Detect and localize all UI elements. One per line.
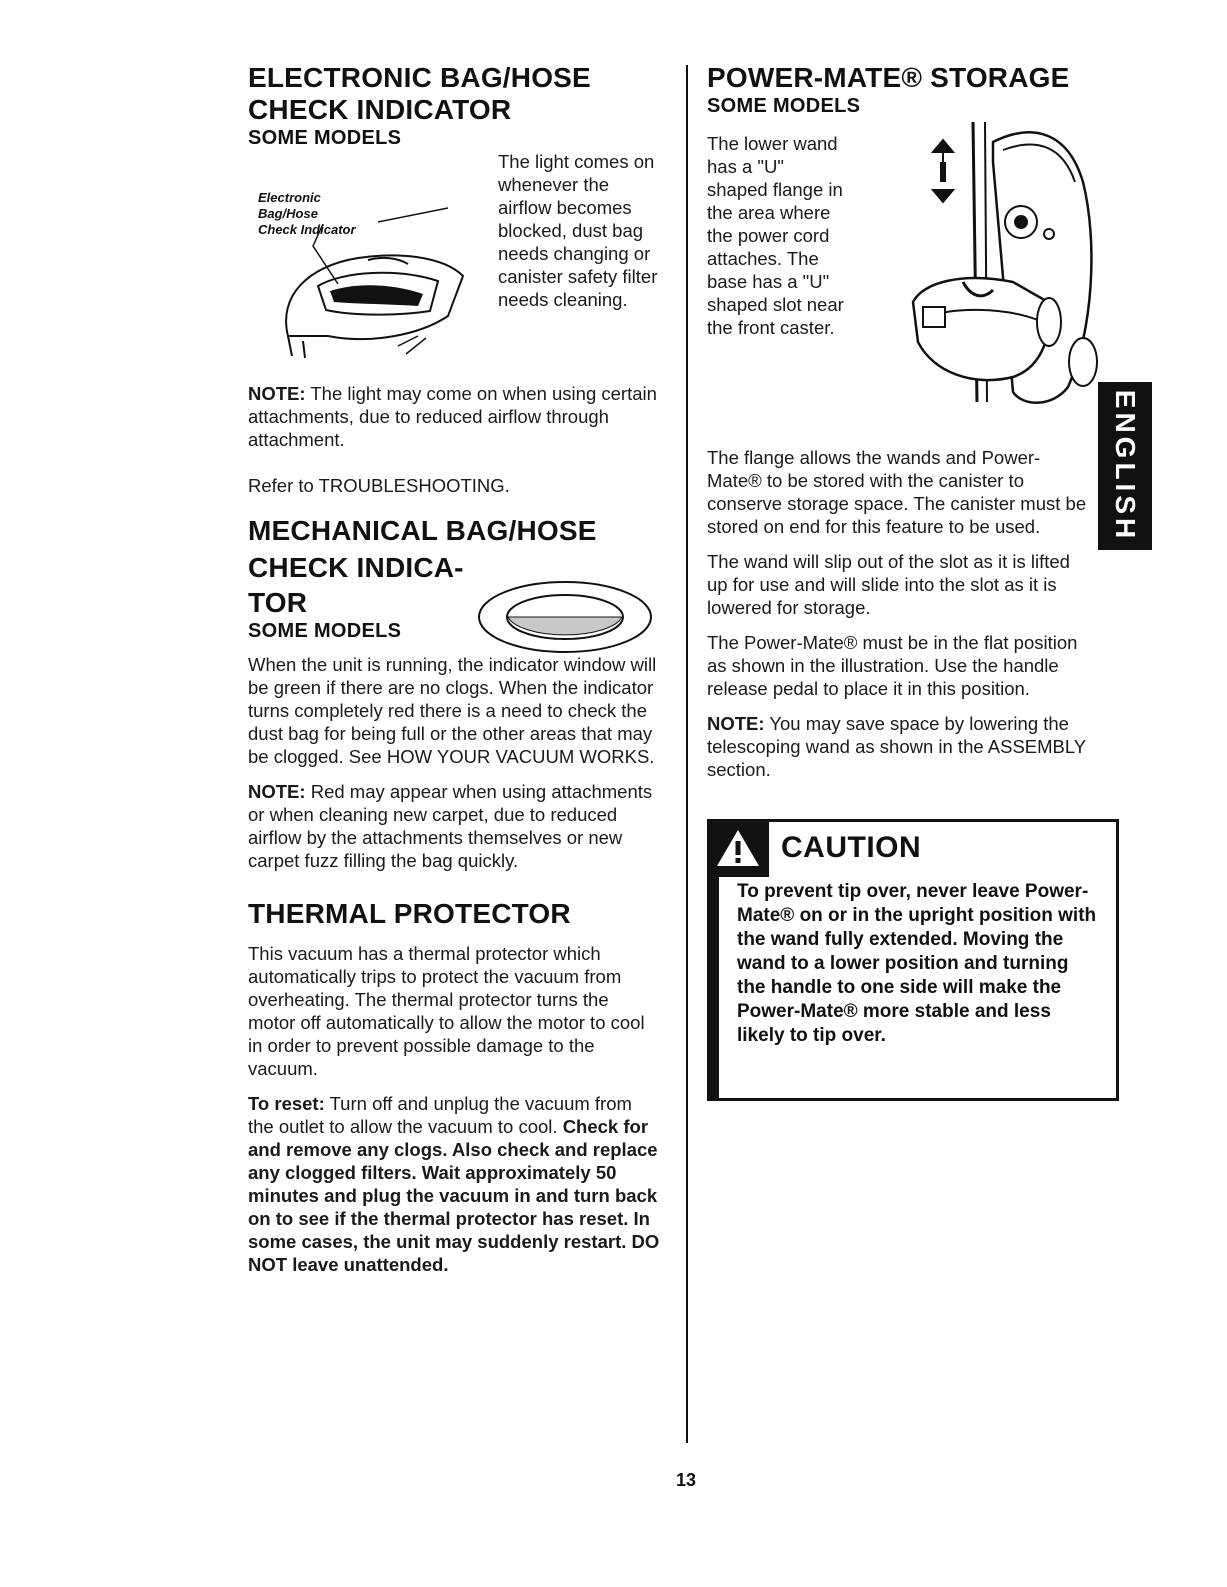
- electronic-callout-label: [258, 190, 356, 238]
- mechanical-subtitle: SOME MODELS: [248, 620, 402, 642]
- note-text: The light may come on when using certain attachments, due to reduced airflow through attachment.: [248, 383, 657, 450]
- storage-paragraph-3: The Power-Mate® must be in the flat position as shown in the illustration. Use the handle release pedal to place it in this position.: [707, 632, 1078, 699]
- note-label: NOTE:: [707, 713, 765, 734]
- note-text: You may save space by lowering the telescoping wand as shown in the ASSEMBLY section.: [707, 713, 1086, 780]
- mechanical-indicator-window-icon: [476, 579, 654, 655]
- storage-section: [707, 62, 1092, 781]
- language-tab-label: ENGLISH: [1110, 389, 1141, 543]
- mechanical-note: [248, 780, 660, 872]
- note-text: Red may appear when using attachments or when cleaning new carpet, due to reduced airflow by the attachments themselves or new carpet fuzz filling the bag quickly.: [248, 781, 653, 871]
- electronic-subtitle: SOME MODELS: [248, 127, 402, 149]
- left-column: [248, 62, 660, 1276]
- electronic-title-line1: ELECTRONIC BAG/HOSE: [248, 62, 591, 93]
- reset-label: To reset:: [248, 1093, 325, 1114]
- language-tab: [1098, 382, 1152, 550]
- refer-troubleshooting: Refer to TROUBLESHOOTING.: [248, 475, 510, 496]
- mechanical-title-line2: CHECK INDICA-: [248, 552, 464, 583]
- caution-text: To prevent tip over, never leave Power-Mate® on or in the upright position with the wand fully extended. Moving the wand to a lower position and turning the handle to one side will make the Power-Mate® more stable and less likely to tip over.: [737, 881, 1097, 1046]
- callout-line-2: Bag/Hose: [258, 206, 318, 221]
- mechanical-indicator-section: [248, 513, 660, 872]
- storage-figure-block: [707, 132, 1092, 442]
- thermal-body: This vacuum has a thermal protector which automatically trips to protect the vacuum from overheating. The thermal protector turns the motor off automatically to allow the motor to cool in order to prevent possible damage to the vacuum.: [248, 943, 645, 1079]
- storage-paragraph-2: The wand will slip out of the slot as it is lifted up for use and will slide into the slot as it is lowered for storage.: [707, 551, 1070, 618]
- storage-title: POWER-MATE® STORAGE: [707, 62, 1070, 93]
- column-divider: [686, 65, 688, 1443]
- mechanical-body: When the unit is running, the indicator window will be green if there are no clogs. When the indicator turns completely red there is a need to check the dust bag for being full or the other areas that may be clogged. See HOW YOUR VACUUM WORKS.: [248, 654, 657, 767]
- storage-side-text: The lower wand has a "U" shaped flange in the area where the power cord attaches. The base has a "U" shaped slot near the front caster.: [707, 133, 844, 338]
- storage-paragraph-1: The flange allows the wands and Power-Mate® to be stored with the canister to conserve storage space. The canister must be stored on end for this feature to be used.: [707, 447, 1087, 537]
- electronic-note: [248, 382, 660, 451]
- callout-line-3: Check Indicator: [258, 222, 356, 237]
- thermal-reset: [248, 1092, 660, 1276]
- callout-line-1: Electronic: [258, 190, 321, 205]
- right-column: [707, 62, 1097, 1101]
- warning-triangle-icon: [707, 819, 769, 877]
- thermal-title: THERMAL PROTECTOR: [248, 898, 571, 929]
- caution-box: [707, 819, 1119, 1101]
- caution-header: [707, 819, 921, 877]
- note-label: NOTE:: [248, 383, 306, 404]
- mechanical-title-line3: TOR: [248, 587, 308, 618]
- electronic-title-line2: CHECK INDICATOR: [248, 94, 512, 125]
- power-mate-storage-illustration: [853, 102, 1103, 422]
- mechanical-title-line1: MECHANICAL BAG/HOSE: [248, 515, 597, 546]
- storage-subtitle: SOME MODELS: [707, 95, 861, 117]
- storage-note: [707, 712, 1092, 781]
- electronic-figure-block: [248, 151, 660, 310]
- page-number: 13: [676, 1470, 697, 1490]
- mechanical-heading-block: [248, 587, 660, 643]
- electronic-side-text: The light comes on whenever the airflow becomes blocked, dust bag needs changing or canister safety filter needs cleaning.: [498, 151, 658, 310]
- thermal-protector-section: [248, 898, 660, 1276]
- reset-bold-text: Check for and remove any clogs. Also check and replace any clogged filters. Wait approximately 50 minutes and plug the vacuum in and turn back on to see if the thermal protector has reset. In some cases, the unit may suddenly restart. DO NOT leave unattended.: [248, 1116, 660, 1275]
- caution-title: CAUTION: [781, 831, 922, 864]
- reset-text: Turn off and unplug the vacuum from the outlet to allow the vacuum to cool.: [248, 1093, 632, 1137]
- electronic-indicator-section: [248, 62, 660, 497]
- note-label: NOTE:: [248, 781, 306, 802]
